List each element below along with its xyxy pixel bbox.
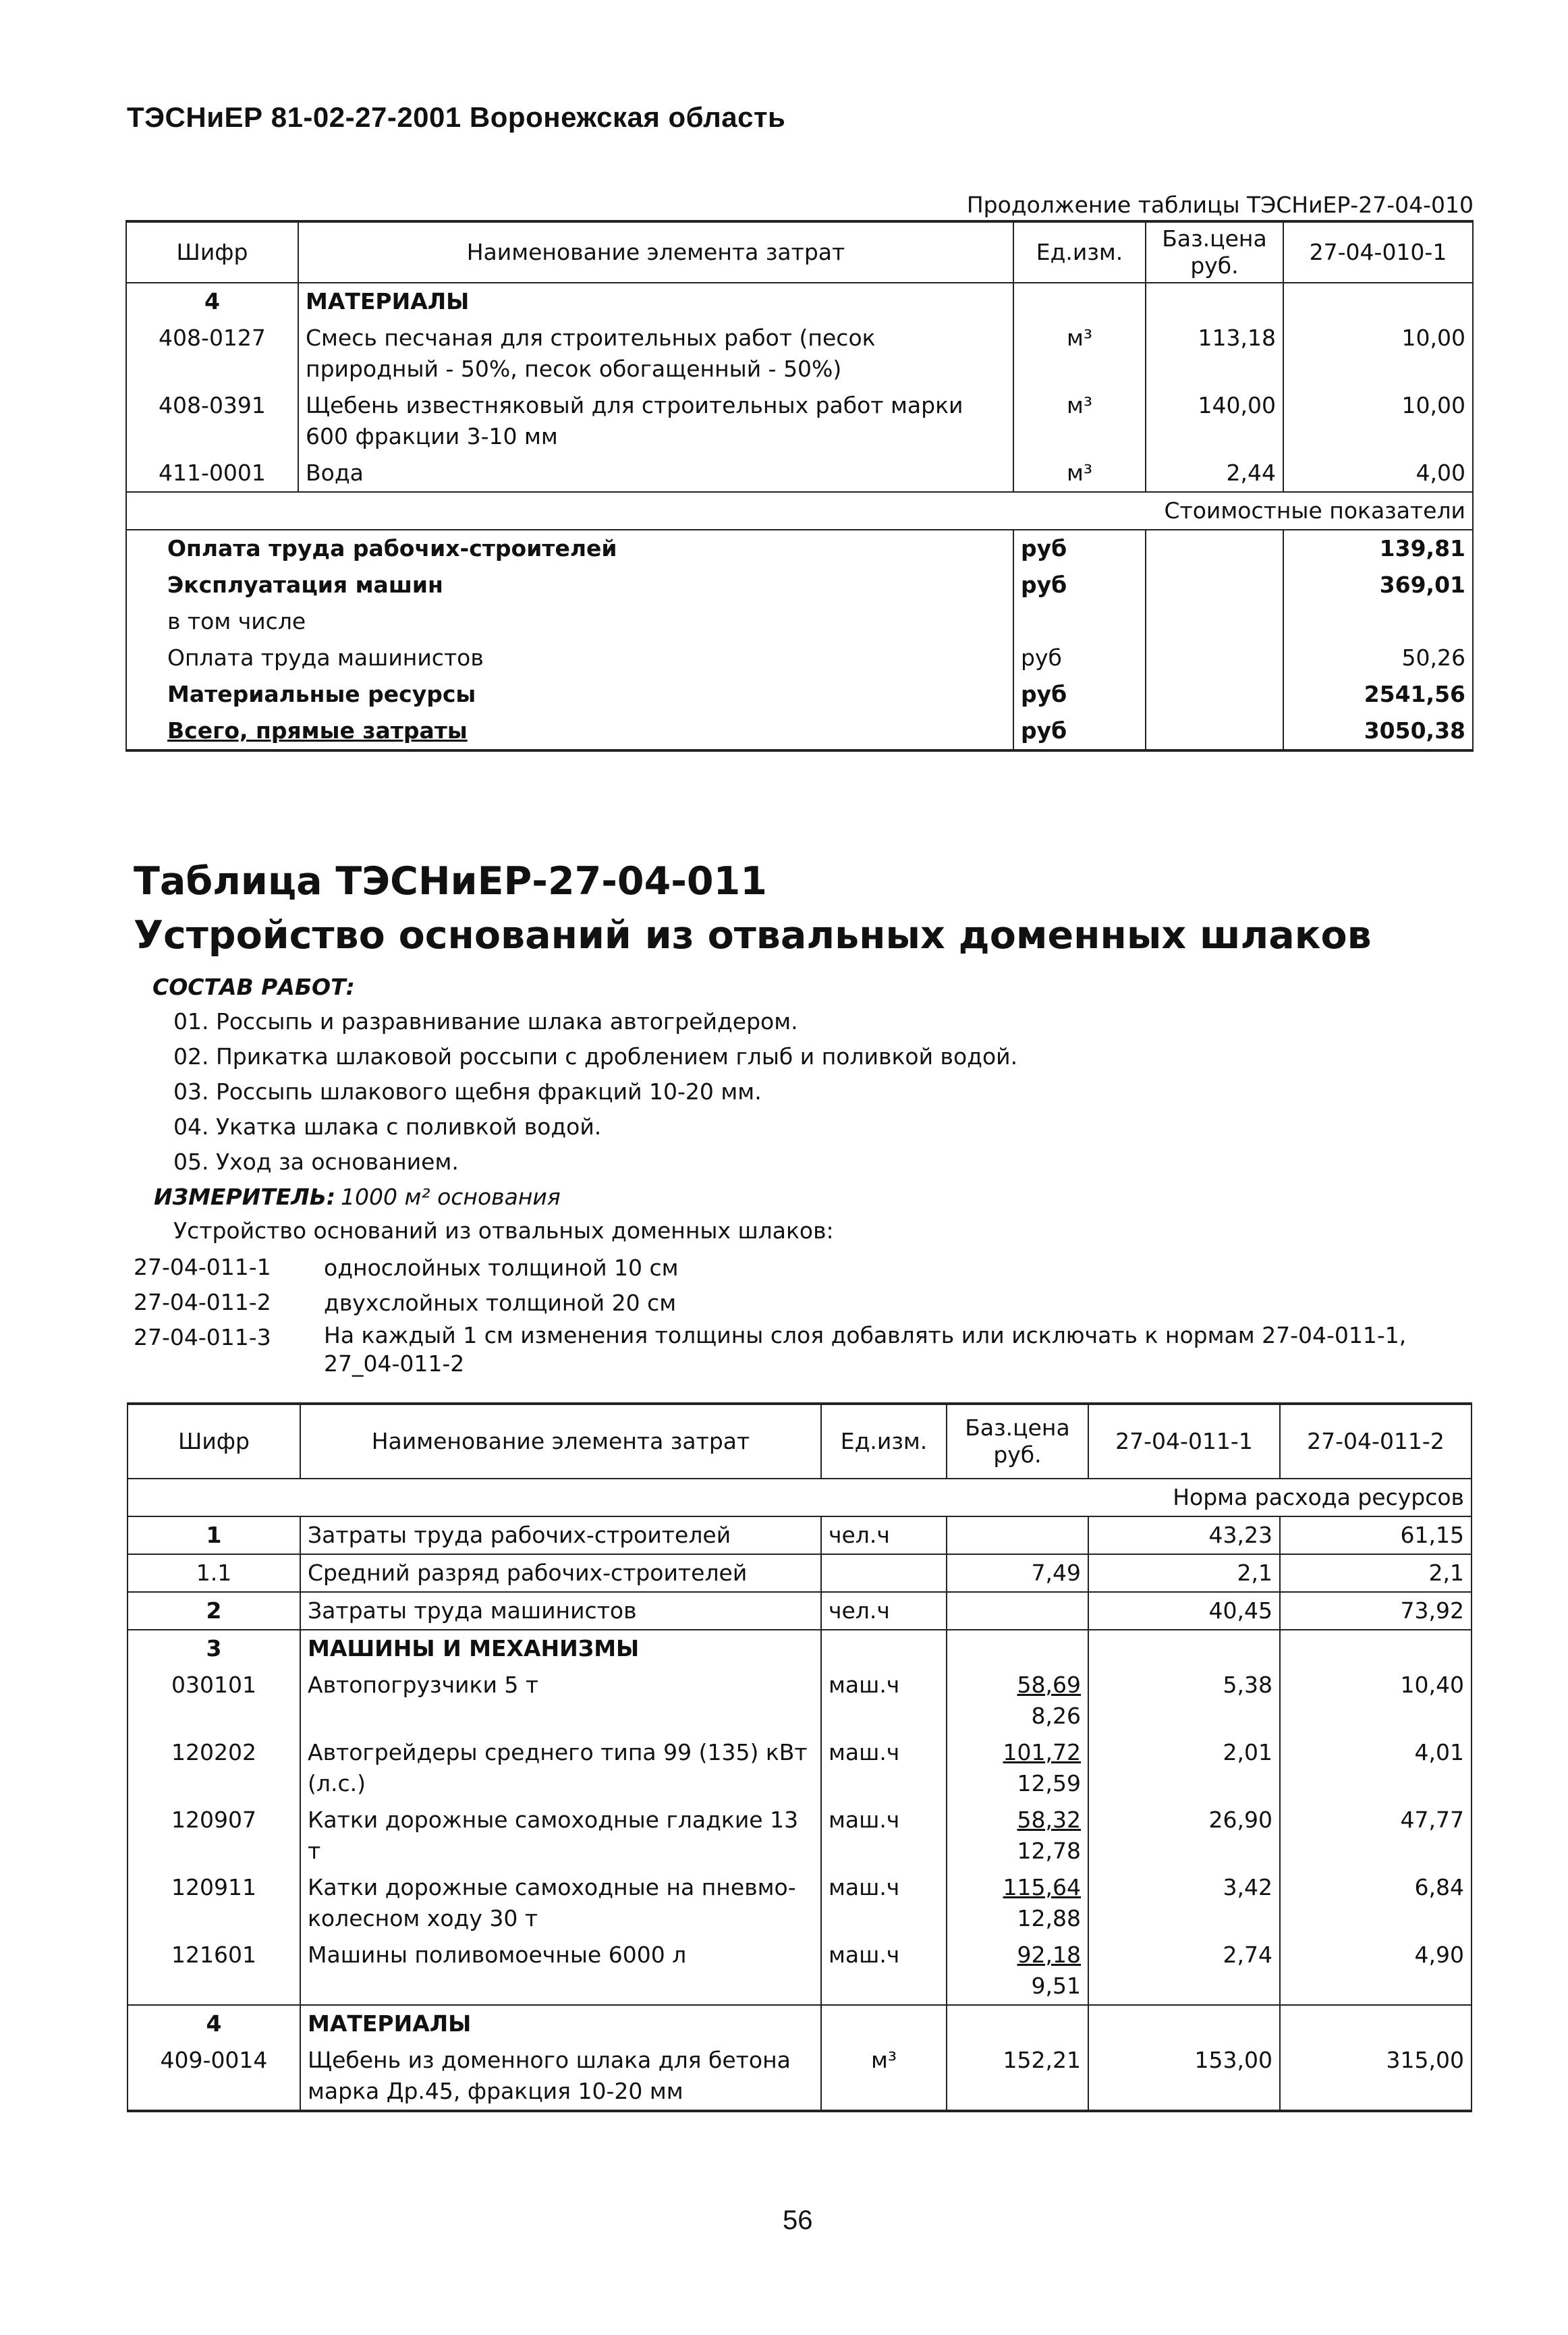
cost-value: 139,81 (1283, 530, 1473, 567)
header-name: Наименование элемента затрат (298, 221, 1013, 283)
section-code: 4 (128, 2005, 300, 2042)
norm-description: На каждый 1 см изменения толщины слоя добавлять или исключать к нормам 27-04-011-1, 27_04-011-2 (324, 1322, 1407, 1377)
cost-value: 3050,38 (1283, 713, 1473, 750)
machine-name: Катки дорожные самоходные гладкие 13 т (300, 1802, 821, 1869)
norm-description: однослойных толщиной 10 см (324, 1255, 679, 1281)
work-step: 04. Укатка шлака с поливкой водой. (173, 1114, 602, 1140)
machine-code: 120202 (128, 1734, 300, 1802)
row-price: 2,44 (1146, 455, 1283, 492)
machine-price (947, 1937, 1088, 2005)
work-step: 01. Россыпь и разравнивание шлака автогрейдером. (173, 1008, 798, 1035)
machine-value-2: 10,40 (1280, 1667, 1472, 1734)
header-name: Наименование элемента затрат (300, 1404, 821, 1479)
row-code: 411-0001 (126, 455, 298, 492)
header-price: Баз.цена руб. (1146, 221, 1283, 283)
material-value-1: 153,00 (1088, 2042, 1280, 2111)
row-code: 408-0127 (126, 320, 298, 387)
cost-unit: руб (1013, 676, 1146, 713)
machine-price-total: 101,72 (1003, 1739, 1081, 1765)
machine-code: 120911 (128, 1869, 300, 1937)
row-code: 2 (128, 1592, 300, 1630)
cost-indicators-header: Стоимостные показатели (126, 492, 1473, 530)
row-name: Затраты труда машинистов (300, 1592, 821, 1630)
machine-name: Катки дорожные самоходные на пневмо-колесном ходу 30 т (300, 1869, 821, 1937)
material-code: 409-0014 (128, 2042, 300, 2111)
cost-value: 369,01 (1283, 567, 1473, 603)
machine-value-2: 47,77 (1280, 1802, 1472, 1869)
row-name: Затраты труда рабочих-строителей (300, 1516, 821, 1554)
machine-price-wage: 8,26 (1031, 1703, 1081, 1729)
machine-value-1: 26,90 (1088, 1802, 1280, 1869)
row-value-2: 73,92 (1280, 1592, 1472, 1630)
row-unit (821, 1554, 947, 1592)
row-value: 10,00 (1283, 387, 1473, 455)
header-unit: Ед.изм. (821, 1404, 947, 1479)
header-norm-col-2: 27-04-011-2 (1280, 1404, 1472, 1479)
machine-name: Автогрейдеры среднего типа 99 (135) кВт (л.с.) (300, 1734, 821, 1802)
machine-price-wage: 12,88 (1017, 1905, 1081, 1931)
machine-unit: маш.ч (821, 1802, 947, 1869)
row-price: 7,49 (947, 1554, 1088, 1592)
cost-unit: руб (1013, 530, 1146, 567)
header-norm-col: 27-04-010-1 (1283, 221, 1473, 283)
machine-unit: маш.ч (821, 1869, 947, 1937)
norm-code: 27-04-011-2 (134, 1289, 271, 1315)
machine-value-2: 6,84 (1280, 1869, 1472, 1937)
row-unit: чел.ч (821, 1516, 947, 1554)
table-continuation-caption: Продолжение таблицы ТЭСНиЕР-27-04-010 (966, 192, 1474, 218)
machine-price-total: 92,18 (1017, 1942, 1081, 1968)
document-header: ТЭСНиЕР 81-02-27-2001 Воронежская область (127, 101, 786, 133)
material-price: 152,21 (947, 2042, 1088, 2111)
section-code: 3 (128, 1630, 300, 1667)
header-code: Шифр (126, 221, 298, 283)
cost-label: Всего, прямые затраты (126, 713, 1013, 750)
machine-price-wage: 12,78 (1017, 1838, 1081, 1864)
cost-label: Материальные ресурсы (126, 676, 1013, 713)
row-unit: м³ (1013, 387, 1146, 455)
row-unit: чел.ч (821, 1592, 947, 1630)
table-27-04-010 (125, 220, 1474, 752)
work-step: 05. Уход за основанием. (173, 1149, 459, 1175)
row-name: Вода (298, 455, 1013, 492)
row-unit: м³ (1013, 455, 1146, 492)
cost-value: 2541,56 (1283, 676, 1473, 713)
machine-unit: маш.ч (821, 1734, 947, 1802)
machine-price-wage: 9,51 (1031, 1973, 1081, 1999)
cost-unit: руб (1013, 713, 1146, 750)
header-norm-col-1: 27-04-011-1 (1088, 1404, 1280, 1479)
machine-code: 120907 (128, 1802, 300, 1869)
machine-price (947, 1734, 1088, 1802)
work-step: 02. Прикатка шлаковой россыпи с дроблением глыб и поливкой водой. (173, 1043, 1018, 1070)
header-price: Баз.цена руб. (947, 1404, 1088, 1479)
section-name: МАТЕРИАЛЫ (300, 2005, 821, 2042)
row-price (947, 1516, 1088, 1554)
row-value: 10,00 (1283, 320, 1473, 387)
measure-value: 1000 м² основания (341, 1184, 561, 1210)
machine-value-1: 3,42 (1088, 1869, 1280, 1937)
row-code: 1 (128, 1516, 300, 1554)
header-code: Шифр (128, 1404, 300, 1479)
machine-unit: маш.ч (821, 1937, 947, 2005)
row-value-2: 2,1 (1280, 1554, 1472, 1592)
norm-header: Норма расхода ресурсов (128, 1479, 1472, 1516)
page-number: 56 (783, 2205, 813, 2235)
material-name: Щебень из доменного шлака для бетона марка Др.45, фракция 10-20 мм (300, 2042, 821, 2111)
row-value-1: 40,45 (1088, 1592, 1280, 1630)
row-value-1: 2,1 (1088, 1554, 1280, 1592)
machine-name: Автопогрузчики 5 т (300, 1667, 821, 1734)
machine-price (947, 1802, 1088, 1869)
machine-value-2: 4,90 (1280, 1937, 1472, 2005)
row-value-2: 61,15 (1280, 1516, 1472, 1554)
row-price (947, 1592, 1088, 1630)
measure-label: ИЗМЕРИТЕЛЬ: (154, 1184, 336, 1210)
cost-unit: руб (1013, 567, 1146, 603)
machine-price-wage: 12,59 (1017, 1770, 1081, 1796)
row-name: Щебень известняковый для строительных работ марки 600 фракции 3-10 мм (298, 387, 1013, 455)
row-price: 113,18 (1146, 320, 1283, 387)
machine-price-total: 58,69 (1017, 1672, 1081, 1698)
machine-code: 030101 (128, 1667, 300, 1734)
machine-code: 121601 (128, 1937, 300, 2005)
machine-name: Машины поливомоечные 6000 л (300, 1937, 821, 2005)
row-code: 1.1 (128, 1554, 300, 1592)
norm-code: 27-04-011-1 (134, 1254, 271, 1280)
header-unit: Ед.изм. (1013, 221, 1146, 283)
material-value-2: 315,00 (1280, 2042, 1472, 2111)
cost-label: Оплата труда машинистов (126, 640, 1013, 676)
machine-unit: маш.ч (821, 1667, 947, 1734)
norm-code: 27-04-011-3 (134, 1324, 271, 1350)
table-title: Таблица ТЭСНиЕР-27-04-011 (134, 859, 767, 904)
row-name: Средний разряд рабочих-строителей (300, 1554, 821, 1592)
section-name: МАТЕРИАЛЫ (298, 283, 1013, 320)
machine-value-1: 2,74 (1088, 1937, 1280, 2005)
work-step: 03. Россыпь шлакового щебня фракций 10-20 мм. (173, 1078, 762, 1105)
table-27-04-011 (127, 1402, 1472, 2112)
machine-price-total: 58,32 (1017, 1807, 1081, 1833)
machine-price (947, 1667, 1088, 1734)
row-value: 4,00 (1283, 455, 1473, 492)
composition-label: СОСТАВ РАБОТ: (152, 974, 355, 1000)
cost-value: 50,26 (1283, 640, 1473, 676)
machine-value-2: 4,01 (1280, 1734, 1472, 1802)
cost-label: Эксплуатация машин (126, 567, 1013, 603)
codes-intro: Устройство оснований из отвальных доменных шлаков: (173, 1217, 834, 1244)
machine-price (947, 1869, 1088, 1937)
row-name: Смесь песчаная для строительных работ (песок природный - 50%, песок обогащенный - 50%) (298, 320, 1013, 387)
cost-unit: руб (1013, 640, 1146, 676)
cost-label: Оплата труда рабочих-строителей (126, 530, 1013, 567)
row-price: 140,00 (1146, 387, 1283, 455)
row-code: 408-0391 (126, 387, 298, 455)
row-value-1: 43,23 (1088, 1516, 1280, 1554)
norm-description: двухслойных толщиной 20 см (324, 1290, 677, 1316)
material-unit: м³ (821, 2042, 947, 2111)
section-code: 4 (126, 283, 298, 320)
machine-value-1: 5,38 (1088, 1667, 1280, 1734)
table-subtitle: Устройство оснований из отвальных доменных шлаков (134, 913, 1372, 958)
section-name: МАШИНЫ И МЕХАНИЗМЫ (300, 1630, 821, 1667)
machine-price-total: 115,64 (1003, 1874, 1081, 1900)
cost-label: в том числе (126, 603, 1013, 640)
machine-value-1: 2,01 (1088, 1734, 1280, 1802)
row-unit: м³ (1013, 320, 1146, 387)
